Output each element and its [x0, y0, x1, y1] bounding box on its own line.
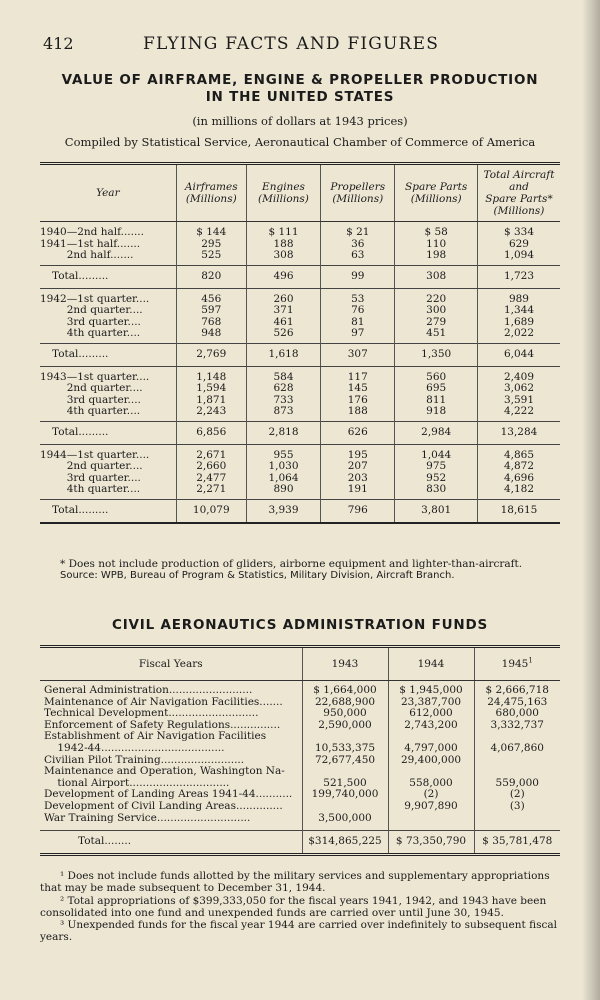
table-cell: 890 — [273, 483, 294, 495]
total-cell: 6,856 — [176, 421, 246, 444]
fund-value — [393, 731, 470, 743]
table1-title-line2: IN THE UNITED STATES — [205, 89, 395, 105]
fund-value: 2,743,200 — [404, 719, 458, 731]
production-table-body — [40, 222, 560, 523]
period-label: 4th quarter.... — [40, 405, 141, 417]
total-row — [40, 343, 560, 366]
total-cell: 2,818 — [246, 421, 320, 444]
table-cell: 4,865 — [503, 448, 534, 461]
period-label: 4th quarter.... — [40, 483, 141, 495]
header-line: and — [509, 181, 529, 193]
table1-footnote: * Does not include production of gliders, airborne equipment and lighter-than-aircraft. — [60, 558, 523, 570]
table1-title-line1: VALUE OF AIRFRAME, ENGINE & PROPELLER PRODUCTION — [61, 72, 539, 88]
fund-label-line: Establishment of Air Navigation Facilities — [44, 731, 267, 743]
fund-label-line: 1942-44..................................... — [44, 742, 225, 754]
footnote-1: ¹ Does not include funds allotted by the military services and supplementary appropriations that may be made subsequent to December 31, 1944. — [40, 870, 550, 895]
total-cell: 3,801 — [395, 499, 478, 523]
period-label: 1941—1st half....... — [40, 237, 141, 250]
table-cell: 584 — [273, 370, 294, 383]
table-cell: 525 — [201, 249, 222, 261]
period-labels — [40, 288, 176, 343]
total-cell: 2,769 — [176, 343, 246, 366]
table-cell: 110 — [426, 237, 447, 250]
total-cell: 1,350 — [395, 343, 478, 366]
period-label: 1940—2nd half....... — [40, 226, 144, 238]
header-line: (Millions) — [410, 193, 462, 205]
table-cell: 451 — [426, 327, 447, 339]
book-title: FLYING FACTS AND FIGURES — [143, 34, 440, 54]
table-cell: 1,871 — [196, 393, 227, 406]
fund-values-1945 — [474, 681, 560, 831]
period-values — [176, 288, 246, 343]
running-head — [43, 34, 560, 56]
total-cell: 796 — [321, 499, 395, 523]
fund-value: (3) — [509, 800, 525, 812]
header-line: (Millions) — [258, 193, 309, 205]
table-cell: 117 — [347, 370, 368, 383]
fund-value: $ 2,666,718 — [485, 685, 549, 696]
caa-funds-total-row — [40, 831, 560, 855]
total-1945: $ 35,781,478 — [474, 831, 560, 855]
table-cell: 220 — [426, 292, 447, 305]
period-group — [40, 222, 560, 266]
period-values — [477, 444, 560, 499]
table2-title: CIVIL AERONAUTICS ADMINISTRATION FUNDS — [111, 617, 489, 633]
table-cell: 207 — [347, 460, 368, 472]
header-engines — [246, 164, 320, 222]
fund-value — [307, 801, 384, 813]
fund-value: 4,067,860 — [490, 742, 544, 754]
fund-value: 559,000 — [495, 777, 539, 789]
period-label: 1944—1st quarter.... — [40, 448, 150, 461]
table-cell: 975 — [426, 460, 447, 472]
header-line: (Millions) — [493, 205, 545, 217]
fund-value — [307, 766, 384, 778]
table-cell: 2,671 — [196, 448, 227, 461]
fund-value: 29,400,000 — [400, 754, 462, 766]
table-cell: 76 — [351, 304, 365, 316]
total-cell: 99 — [321, 265, 395, 288]
fund-labels — [40, 681, 302, 831]
table-cell: 560 — [426, 370, 447, 383]
period-values — [321, 222, 395, 266]
header-1945-note-mark: 1 — [528, 656, 533, 665]
period-label: 3rd quarter.... — [40, 471, 141, 484]
table1-subtitle: (in millions of dollars at 1943 prices) — [192, 114, 408, 128]
period-values — [176, 366, 246, 421]
total-cell: 13,284 — [477, 421, 560, 444]
table-cell: 456 — [201, 292, 222, 305]
fund-value: 9,907,890 — [404, 800, 458, 812]
table-cell: $ 58 — [424, 226, 448, 238]
period-values — [477, 366, 560, 421]
table-cell: 145 — [347, 382, 368, 394]
fund-label-line: Maintenance of Air Navigation Facilities....... — [44, 696, 283, 708]
table-cell: 4,872 — [503, 460, 534, 472]
total-label: Total......... — [40, 499, 176, 523]
table-cell: 4,222 — [503, 405, 534, 417]
table-cell: 918 — [426, 405, 447, 417]
fund-value — [479, 755, 557, 767]
period-values — [246, 444, 320, 499]
period-values — [395, 366, 478, 421]
table-cell: 2,271 — [196, 483, 227, 495]
total-1944: $ 73,350,790 — [388, 831, 474, 855]
period-label: 1943—1st quarter.... — [40, 370, 150, 383]
period-values — [395, 288, 478, 343]
table-cell: 989 — [508, 292, 529, 305]
table1-source: Source: WPB, Bureau of Program & Statistics, Military Division, Aircraft Branch. — [60, 570, 455, 581]
table-cell: 695 — [426, 382, 447, 394]
table-cell: 629 — [508, 237, 529, 250]
period-values — [477, 288, 560, 343]
fund-value: $ 1,945,000 — [399, 685, 463, 696]
fund-value: 10,533,375 — [314, 742, 376, 754]
table-cell: 955 — [273, 448, 294, 461]
table-cell: 1,594 — [196, 382, 227, 394]
period-group — [40, 444, 560, 499]
header-line: Spare Parts* — [485, 193, 553, 205]
total-cell: 3,939 — [246, 499, 320, 523]
total-row — [40, 421, 560, 444]
total-cell: 1,618 — [246, 343, 320, 366]
header-1943: 1943 — [302, 647, 388, 681]
fund-value: 2,590,000 — [318, 719, 372, 731]
fund-value: 23,387,700 — [400, 696, 462, 708]
fund-value: (2) — [509, 789, 525, 801]
table-cell: 2,660 — [196, 460, 227, 472]
fund-label-line: Development of Civil Landing Areas.............. — [44, 800, 283, 812]
fund-values-1943 — [302, 681, 388, 831]
period-label: 2nd half....... — [40, 249, 134, 261]
fund-values-1944 — [388, 681, 474, 831]
header-line: (Millions) — [332, 193, 384, 205]
table-cell: 1,344 — [503, 304, 534, 316]
table-cell: 198 — [426, 249, 447, 261]
table-cell: 2,477 — [196, 471, 227, 484]
fund-label-line: tional Airport.............................. — [44, 777, 230, 789]
table-cell: 260 — [273, 292, 294, 305]
total-label: Total......... — [40, 265, 176, 288]
period-label: 2nd quarter.... — [40, 304, 143, 316]
table-cell: 830 — [426, 483, 447, 495]
period-values — [176, 222, 246, 266]
table-cell: 300 — [426, 304, 447, 316]
header-line: (Millions) — [185, 193, 237, 205]
table-cell: 279 — [426, 315, 447, 328]
table-cell: $ 334 — [503, 226, 534, 238]
total-cell: 308 — [395, 265, 478, 288]
table-cell: 733 — [273, 393, 294, 406]
header-line: Engines — [262, 181, 305, 193]
fund-value: 612,000 — [409, 708, 453, 720]
fund-value: 3,500,000 — [318, 812, 372, 824]
fund-value: 22,688,900 — [314, 696, 376, 708]
table-cell: 461 — [273, 315, 294, 328]
fund-label-line: War Training Service............................ — [44, 812, 251, 824]
period-label: 1942—1st quarter.... — [40, 292, 150, 305]
total-row — [40, 265, 560, 288]
table-cell: 2,409 — [503, 370, 534, 383]
table-cell: 53 — [351, 292, 365, 305]
table-cell: 873 — [273, 405, 294, 417]
table-cell: $ 111 — [268, 226, 299, 238]
table-cell: 768 — [201, 315, 222, 328]
period-values — [477, 222, 560, 266]
period-values — [321, 366, 395, 421]
fund-label-line: Civilian Pilot Training......................... — [44, 754, 245, 766]
period-labels — [40, 222, 176, 266]
fund-value — [307, 731, 384, 743]
period-labels — [40, 444, 176, 499]
fund-label-line: Enforcement of Safety Regulations............... — [44, 719, 281, 731]
header-line: Total Aircraft — [483, 169, 555, 181]
total-cell: 10,079 — [176, 499, 246, 523]
fund-value: 72,677,450 — [314, 754, 376, 766]
total-cell: 2,984 — [395, 421, 478, 444]
header-spare-parts — [395, 164, 478, 222]
page-number: 412 — [43, 34, 74, 53]
production-table-header — [40, 164, 560, 222]
fund-value — [479, 731, 557, 743]
header-1944: 1944 — [388, 647, 474, 681]
period-group — [40, 366, 560, 421]
period-values — [176, 444, 246, 499]
table-cell: 195 — [347, 448, 368, 461]
table-cell: 2,243 — [196, 405, 227, 417]
fund-value: 950,000 — [323, 708, 367, 720]
fund-value: $ 1,664,000 — [313, 685, 377, 696]
fund-value — [479, 766, 557, 778]
period-label: 2nd quarter.... — [40, 460, 143, 472]
table1-title — [40, 72, 560, 106]
table-cell: 1,689 — [503, 315, 534, 328]
table-cell: 176 — [347, 393, 368, 406]
table-cell: 3,062 — [503, 382, 534, 394]
table-cell: 371 — [273, 304, 294, 316]
table-cell: 4,696 — [503, 471, 534, 484]
total-label: Total........ — [40, 831, 302, 855]
fund-value: 24,475,163 — [487, 696, 548, 708]
table-cell: 597 — [201, 304, 222, 316]
table-cell: 36 — [351, 237, 365, 250]
table-cell: 628 — [273, 382, 294, 394]
header-fiscal-years: Fiscal Years — [40, 647, 302, 681]
total-cell: 820 — [176, 265, 246, 288]
period-label: 3rd quarter.... — [40, 393, 141, 406]
caa-funds-body — [40, 681, 560, 831]
period-label: 4th quarter.... — [40, 327, 141, 339]
fund-value: (2) — [423, 789, 439, 801]
header-total-aircraft — [477, 164, 560, 222]
fund-label-line: General Administration......................... — [44, 685, 253, 696]
table-cell: 2,022 — [503, 327, 534, 339]
total-cell: 1,723 — [477, 265, 560, 288]
table-cell: 295 — [201, 237, 222, 250]
caa-funds-table — [40, 645, 560, 856]
table-cell: 948 — [201, 327, 222, 339]
period-values — [246, 366, 320, 421]
period-values — [246, 288, 320, 343]
table2-footnotes — [40, 870, 560, 944]
table-cell: 203 — [347, 471, 368, 484]
period-labels — [40, 366, 176, 421]
table-cell: 188 — [347, 405, 368, 417]
table-cell: 188 — [273, 237, 294, 250]
header-line: Airframes — [184, 181, 238, 193]
total-cell: 496 — [246, 265, 320, 288]
fund-value: 558,000 — [409, 777, 453, 789]
table-cell: 3,591 — [503, 393, 534, 406]
period-values — [395, 444, 478, 499]
table1-compiled-by: Compiled by Statistical Service, Aeronautical Chamber of Commerce of America — [64, 135, 536, 149]
table-cell: 191 — [347, 483, 368, 495]
total-cell: 6,044 — [477, 343, 560, 366]
table-cell: 526 — [273, 327, 294, 339]
period-group — [40, 288, 560, 343]
fund-value: 680,000 — [495, 708, 539, 720]
header-airframes — [176, 164, 246, 222]
fund-value: 3,332,737 — [490, 719, 544, 731]
fund-value: 199,740,000 — [311, 789, 379, 801]
table1-footnotes — [60, 558, 560, 582]
table-cell: 4,182 — [503, 483, 534, 495]
fund-value — [393, 813, 470, 825]
period-values — [321, 444, 395, 499]
table-cell: 97 — [351, 327, 365, 339]
period-label: 2nd quarter.... — [40, 382, 143, 394]
total-row — [40, 499, 560, 523]
fund-label-line: Development of Landing Areas 1941-44........... — [44, 789, 293, 801]
fund-value — [479, 813, 557, 825]
table-cell: 1,044 — [421, 448, 452, 461]
table-cell: 1,148 — [196, 370, 227, 383]
production-table — [40, 162, 560, 524]
header-1945-label: 1945 — [501, 658, 529, 670]
header-line: Year — [96, 187, 120, 199]
table-cell: 308 — [273, 249, 294, 261]
fund-value: 521,500 — [323, 777, 367, 789]
footnote-3: ³ Unexpended funds for the fiscal year 1944 are carried over indefinitely to subsequent fiscal years. — [40, 919, 557, 944]
total-label: Total......... — [40, 421, 176, 444]
total-cell: 307 — [321, 343, 395, 366]
header-line: Propellers — [330, 181, 386, 193]
table-cell: 1,094 — [503, 249, 534, 261]
table-cell: 81 — [351, 315, 365, 328]
table-cell: 63 — [351, 249, 365, 261]
footnote-2: ² Total appropriations of $399,333,050 for the fiscal years 1941, 1942, and 1943 have been consolidated into one fund and unexpended funds are carried over until June 30, 1945. — [40, 894, 547, 919]
period-values — [395, 222, 478, 266]
fund-value: 4,797,000 — [404, 742, 458, 754]
period-values — [246, 222, 320, 266]
caa-funds-header — [40, 647, 560, 681]
table-cell: 1,064 — [268, 471, 299, 484]
period-label: 3rd quarter.... — [40, 315, 141, 328]
header-propellers — [321, 164, 395, 222]
total-label: Total......... — [40, 343, 176, 366]
table-cell: 952 — [426, 471, 447, 484]
fund-label-line: Technical Development........................... — [44, 708, 259, 720]
total-1943: $314,865,225 — [302, 831, 388, 855]
table-cell: 811 — [426, 393, 447, 406]
header-year — [40, 164, 176, 222]
total-cell: 626 — [321, 421, 395, 444]
header-line: Spare Parts — [405, 181, 468, 193]
period-values — [321, 288, 395, 343]
table-cell: 1,030 — [268, 460, 299, 472]
header-1945 — [474, 647, 560, 681]
total-cell: 18,615 — [477, 499, 560, 523]
fund-label-line: Maintenance and Operation, Washington Na- — [44, 766, 285, 778]
table-cell: $ 144 — [196, 226, 227, 238]
table-cell: $ 21 — [346, 226, 370, 238]
fund-value — [393, 766, 470, 778]
